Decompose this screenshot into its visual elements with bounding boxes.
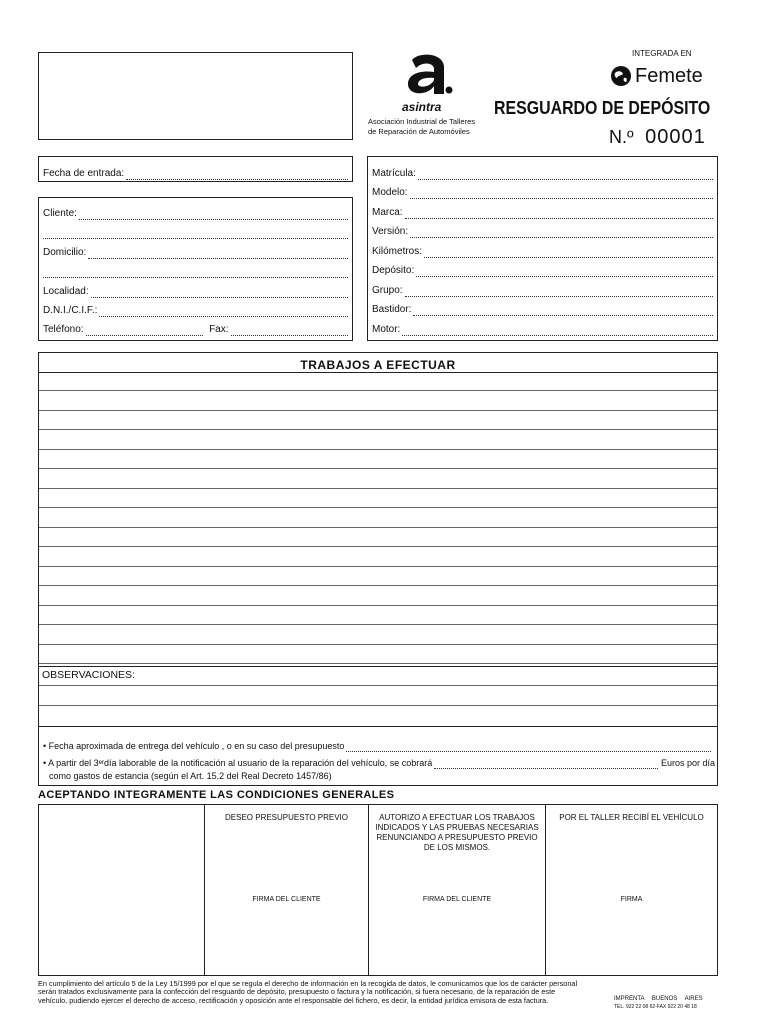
client-label: Cliente:: [43, 208, 77, 219]
work-line[interactable]: [39, 429, 717, 430]
notes-rule: [39, 726, 717, 727]
work-line[interactable]: [39, 449, 717, 450]
tank-field[interactable]: [372, 263, 713, 277]
km-label: Kilómetros:: [372, 246, 423, 257]
engine-field[interactable]: [372, 322, 713, 336]
city-field[interactable]: [43, 284, 348, 298]
address-field[interactable]: [43, 245, 348, 259]
fee-part2: día laborable de la notificación al usuario de la reparación del vehículo, se cobrará: [104, 758, 433, 768]
km-field[interactable]: [372, 244, 713, 258]
observations-rule: [39, 666, 717, 667]
model-field[interactable]: [372, 185, 713, 199]
tank-label: Depósito:: [372, 265, 415, 276]
fax-label: Fax:: [209, 324, 229, 335]
work-line[interactable]: [39, 605, 717, 606]
city-label: Localidad:: [43, 286, 89, 297]
plate-label: Matrícula:: [372, 168, 416, 179]
femete-logo: [610, 64, 703, 88]
conditions-title: ACEPTANDO INTEGRAMENTE LAS CONDICIONES GENERALES: [38, 789, 395, 801]
id-field[interactable]: [43, 303, 348, 317]
printer-name: IMPRENTA BUENOS AIRES: [614, 996, 703, 1002]
chassis-field[interactable]: [372, 302, 713, 316]
client-extra-line[interactable]: [43, 225, 348, 239]
asintra-subtitle-2: de Reparación de Automóviles: [368, 127, 470, 136]
engine-label: Motor:: [372, 324, 401, 335]
work-line[interactable]: [39, 410, 717, 411]
fee-line-2: como gastos de estancia (según el Art. 15.2 del Real Decreto 1457/86): [49, 771, 332, 781]
workshop-receipt-column[interactable]: [545, 805, 717, 975]
fee-part1: • A partir del 3: [43, 758, 99, 768]
version-field[interactable]: [372, 224, 713, 238]
work-line[interactable]: [39, 585, 717, 586]
entry-date-field[interactable]: [43, 166, 348, 180]
brand-field[interactable]: [372, 205, 713, 219]
work-line[interactable]: [39, 644, 717, 645]
work-line[interactable]: [39, 663, 717, 664]
conditions-box: [38, 804, 718, 976]
group-label: Grupo:: [372, 285, 403, 296]
vehicle-box: [367, 156, 718, 341]
observations-label: OBSERVACIONES:: [42, 669, 135, 681]
budget-request-column[interactable]: [204, 805, 368, 975]
asintra-logo: [398, 50, 458, 102]
document-number: [609, 126, 706, 148]
client-field[interactable]: [43, 206, 348, 220]
number-value: 00001: [645, 126, 706, 148]
work-line[interactable]: [39, 390, 717, 391]
asintra-name: asintra: [402, 100, 442, 114]
budget-request-signature: FIRMA DEL CLIENTE: [252, 896, 321, 903]
model-label: Modelo:: [372, 187, 408, 198]
budget-request-heading: DESEO PRESUPUESTO PREVIO: [225, 813, 348, 822]
legal-notice: En cumplimiento del artículo 5 de la Ley 15/1999 por el que se regula el derecho de información en la recogida de datos, le comunicamos que los de carácter personal serán tratados exclusivamente para la confección del resguardo de depósito, presupuesto o factura y la notificación, si fuera necesario, de la reparación de este vehículo, pudiendo ejercer el derecho de acceso, rectificación y oposición ante el responsable del fichero, es decir, la entidad jurídica emisora de esta factura.: [38, 979, 578, 1005]
document-title: RESGUARDO DE DEPÓSITO: [494, 97, 711, 118]
authorization-heading: AUTORIZO A EFECTUAR LOS TRABAJOS INDICADOS Y LAS PRUEBAS NECESARIAS RENUNCIANDO A PRESUPUESTO PREVIO DE LOS MISMOS.: [375, 813, 539, 852]
group-field[interactable]: [372, 283, 713, 297]
femete-name: Femete: [635, 65, 703, 87]
work-line[interactable]: [39, 468, 717, 469]
stamp-box: [38, 52, 353, 140]
fee-unit: Euros por día: [660, 758, 715, 768]
storage-fee-field[interactable]: [43, 755, 715, 769]
observations-line-2[interactable]: [39, 705, 717, 706]
brand-label: Marca:: [372, 207, 403, 218]
number-label: N.º: [609, 127, 634, 147]
works-title-rule: [39, 372, 717, 373]
asintra-logo-icon: [398, 50, 458, 102]
address-extra-line[interactable]: [43, 264, 348, 278]
work-line[interactable]: [39, 624, 717, 625]
entry-date-label: Fecha de entrada:: [43, 168, 125, 179]
authorization-column[interactable]: [368, 805, 545, 975]
observations-line-1[interactable]: [39, 685, 717, 686]
printer-phone: TEL. 922 22 08 62-FAX 922 20 48 18: [614, 1004, 697, 1010]
client-box: [38, 197, 353, 341]
workshop-receipt-heading: POR EL TALLER RECIBÍ EL VEHÍCULO: [559, 813, 704, 822]
phone-label: Teléfono:: [43, 324, 84, 335]
version-label: Versión:: [372, 226, 409, 237]
authorization-signature: FIRMA DEL CLIENTE: [422, 896, 492, 903]
asintra-subtitle-1: Asociación Industrial de Talleres: [368, 117, 476, 126]
id-label: D.N.I./C.I.F.:: [43, 305, 98, 316]
address-label: Domicilio:: [43, 247, 87, 258]
workshop-receipt-signature: FIRMA: [620, 896, 643, 903]
works-title: TRABAJOS A EFECTUAR: [300, 358, 456, 372]
plate-field[interactable]: [372, 166, 713, 180]
delivery-label: • Fecha aproximada de entrega del vehículo , o en su caso del presupuesto: [43, 741, 345, 751]
work-line[interactable]: [39, 488, 717, 489]
entry-date-box: [38, 156, 353, 182]
integrated-label: INTEGRADA EN: [632, 49, 692, 58]
work-line[interactable]: [39, 527, 717, 528]
work-line[interactable]: [39, 566, 717, 567]
chassis-label: Bastidor:: [372, 304, 412, 315]
fee-sup: er: [98, 760, 105, 766]
works-box: [38, 352, 718, 786]
work-line[interactable]: [39, 546, 717, 547]
delivery-date-field[interactable]: [43, 738, 711, 752]
phone-fax-field[interactable]: [43, 322, 348, 336]
work-line[interactable]: [39, 507, 717, 508]
femete-globe-icon: [610, 65, 632, 87]
